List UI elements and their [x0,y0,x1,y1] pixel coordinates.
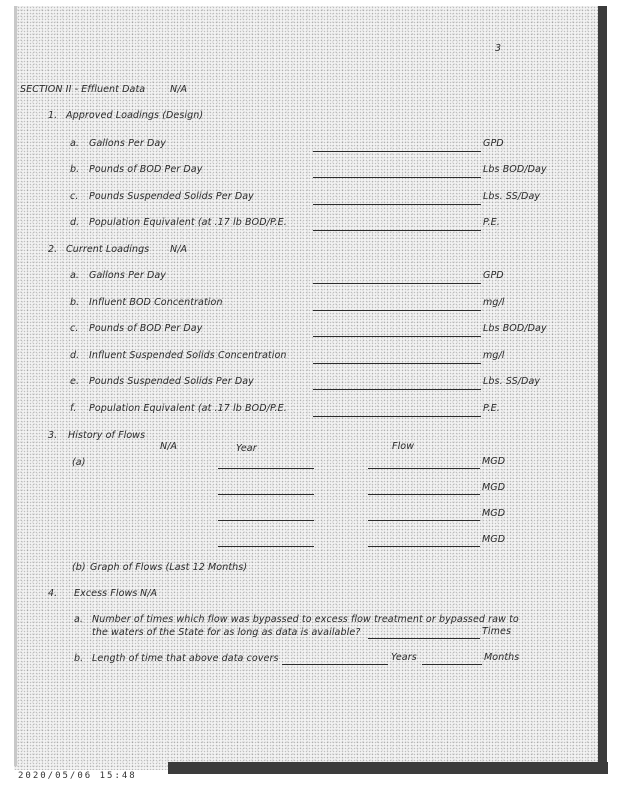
history-b-label: (b) [72,562,86,573]
current-c-field[interactable] [313,336,481,337]
flow-header: Flow [392,441,415,452]
approved-b-unit: Lbs BOD/Day [483,164,547,175]
current-title: Current Loadings [66,244,150,255]
approved-d-label: Population Equivalent (at .17 lb BOD/P.E. [89,217,287,228]
year-field-2[interactable] [218,494,314,495]
graph-label: Graph of Flows (Last 12 Months) [90,562,248,573]
current-na: N/A [170,244,188,255]
flow-unit-1: MGD [482,456,506,467]
current-f-field[interactable] [313,416,481,417]
approved-a-unit: GPD [483,138,504,149]
current-c-label: Pounds of BOD Per Day [89,323,203,334]
approved-c-label: Pounds Suspended Solids Per Day [89,191,254,202]
current-e-unit: Lbs. SS/Day [483,376,541,387]
excess-number: 4. [48,588,58,599]
approved-title: Approved Loadings (Design) [66,110,204,121]
excess-years-field[interactable] [282,664,388,665]
approved-b-field[interactable] [313,177,481,178]
current-e-field[interactable] [313,389,481,390]
excess-a-line2: the waters of the State for as long as data is available? [92,627,361,638]
approved-a-letter: a. [70,138,80,149]
approved-a-label: Gallons Per Day [89,138,167,149]
current-c-letter: c. [70,323,79,334]
approved-b-letter: b. [70,164,80,175]
history-title: History of Flows [68,430,146,441]
excess-months-field[interactable] [422,664,482,665]
excess-a-line1: Number of times which flow was bypassed to excess flow treatment or bypassed raw to [92,614,519,625]
current-a-letter: a. [70,270,80,281]
excess-b-letter: b. [74,653,84,664]
current-d-label: Influent Suspended Solids Concentration [89,350,287,361]
year-field-1[interactable] [218,468,314,469]
excess-b-label: Length of time that above data covers [92,653,279,664]
current-c-unit: Lbs BOD/Day [483,323,547,334]
current-e-label: Pounds Suspended Solids Per Day [89,376,254,387]
approved-d-field[interactable] [313,230,481,231]
current-f-unit: P.E. [483,403,500,414]
current-number: 2. [48,244,58,255]
approved-c-unit: Lbs. SS/Day [483,191,541,202]
history-a-label: (a) [72,457,86,468]
year-field-3[interactable] [218,520,314,521]
current-b-letter: b. [70,297,80,308]
current-e-letter: e. [70,376,80,387]
current-f-label: Population Equivalent (at .17 lb BOD/P.E. [89,403,287,414]
flow-field-2[interactable] [368,494,480,495]
excess-a-letter: a. [74,614,84,625]
current-b-field[interactable] [313,310,481,311]
current-b-unit: mg/l [483,297,505,308]
current-f-letter: f. [70,403,77,414]
excess-na: N/A [140,588,158,599]
flow-field-3[interactable] [368,520,480,521]
fax-timestamp: 2020/05/06 15:48 [18,771,137,781]
current-d-unit: mg/l [483,350,505,361]
flow-field-4[interactable] [368,546,480,547]
page-number: 3 [495,43,502,54]
history-number: 3. [48,430,58,441]
history-na: N/A [160,441,178,452]
approved-c-letter: c. [70,191,79,202]
excess-a-unit: Times [482,626,511,637]
excess-months-unit: Months [484,652,520,663]
section-title: SECTION II - Effluent Data [20,84,146,95]
flow-unit-4: MGD [482,534,506,545]
current-d-field[interactable] [313,363,481,364]
current-a-label: Gallons Per Day [89,270,167,281]
current-a-unit: GPD [483,270,504,281]
approved-b-label: Pounds of BOD Per Day [89,164,203,175]
current-a-field[interactable] [313,283,481,284]
approved-a-field[interactable] [313,151,481,152]
excess-a-field[interactable] [368,638,480,639]
approved-d-letter: d. [70,217,80,228]
current-d-letter: d. [70,350,80,361]
scan-bottom-border [168,762,608,774]
current-b-label: Influent BOD Concentration [89,297,223,308]
flow-unit-3: MGD [482,508,506,519]
approved-c-field[interactable] [313,204,481,205]
year-header: Year [236,443,257,454]
flow-field-1[interactable] [368,468,480,469]
section-na: N/A [170,84,188,95]
excess-title: Excess Flows [74,588,138,599]
page-left-edge [14,6,17,766]
approved-d-unit: P.E. [483,217,500,228]
excess-years-unit: Years [391,652,417,663]
scan-right-border [598,6,607,774]
flow-unit-2: MGD [482,482,506,493]
approved-number: 1. [48,110,58,121]
year-field-4[interactable] [218,546,314,547]
